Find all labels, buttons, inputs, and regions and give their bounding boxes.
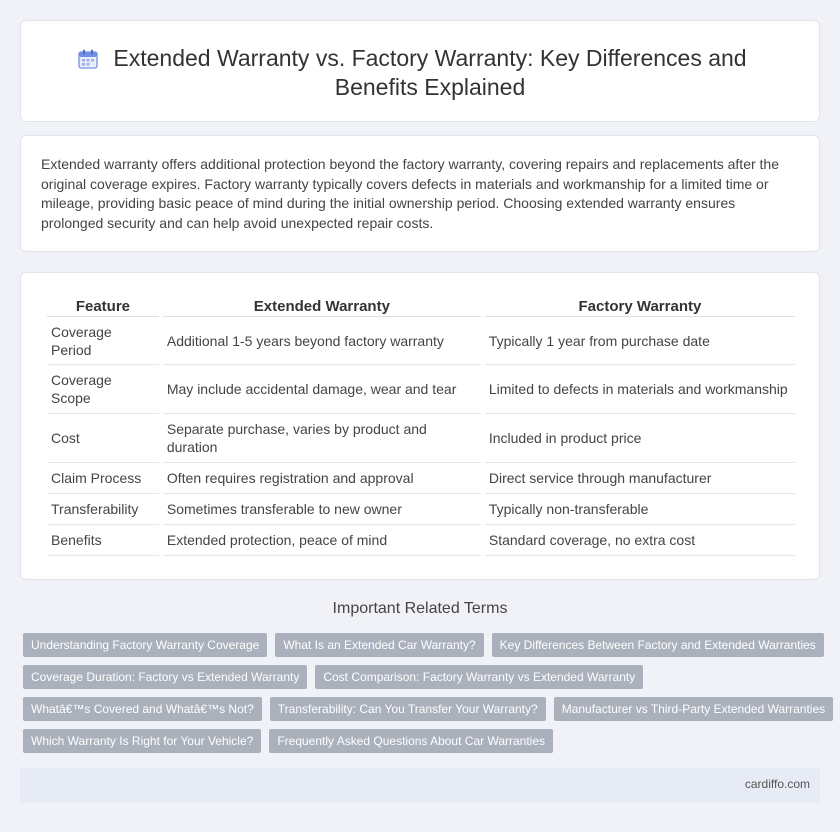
- cell-feature: Transferability: [47, 494, 159, 525]
- header-extended-warranty: Extended Warranty: [163, 295, 481, 317]
- comparison-table: [43, 295, 799, 556]
- related-term-link[interactable]: Which Warranty Is Right for Your Vehicle?: [23, 729, 261, 753]
- related-term-link[interactable]: Coverage Duration: Factory vs Extended Warranty: [23, 665, 307, 689]
- footer: [20, 768, 820, 802]
- cell-feature: Coverage Scope: [47, 365, 159, 414]
- related-term-link[interactable]: Key Differences Between Factory and Extended Warranties: [492, 633, 824, 657]
- cell-factory: Direct service through manufacturer: [485, 463, 795, 494]
- table-row: [47, 494, 795, 525]
- table-header-row: [47, 295, 795, 317]
- cell-factory: Included in product price: [485, 414, 795, 463]
- cell-factory: Typically 1 year from purchase date: [485, 317, 795, 365]
- cell-extended: Separate purchase, varies by product and duration: [163, 414, 481, 463]
- cell-extended: Extended protection, peace of mind: [163, 525, 481, 556]
- table-row: [47, 525, 795, 556]
- related-term-link[interactable]: Transferability: Can You Transfer Your Warranty?: [270, 697, 546, 721]
- cell-extended: Additional 1-5 years beyond factory warranty: [163, 317, 481, 365]
- table-row: [47, 463, 795, 494]
- related-term-link[interactable]: Whatâ€™s Covered and Whatâ€™s Not?: [23, 697, 262, 721]
- header-factory-warranty: Factory Warranty: [485, 295, 795, 317]
- related-term-link[interactable]: Manufacturer vs Third-Party Extended Warranties: [554, 697, 833, 721]
- cell-feature: Benefits: [47, 525, 159, 556]
- cell-factory: Standard coverage, no extra cost: [485, 525, 795, 556]
- tag-row: [23, 633, 823, 657]
- cell-feature: Claim Process: [47, 463, 159, 494]
- related-term-link[interactable]: Cost Comparison: Factory Warranty vs Extended Warranty: [315, 665, 643, 689]
- tag-row: [23, 665, 823, 689]
- cell-extended: Often requires registration and approval: [163, 463, 481, 494]
- footer-site-link[interactable]: cardiffo.com: [744, 777, 810, 791]
- related-term-link[interactable]: Frequently Asked Questions About Car Warranties: [269, 729, 553, 753]
- table-row: [47, 414, 795, 463]
- related-term-link[interactable]: Understanding Factory Warranty Coverage: [23, 633, 267, 657]
- cell-feature: Cost: [47, 414, 159, 463]
- related-term-link[interactable]: What Is an Extended Car Warranty?: [275, 633, 483, 657]
- table-row: [47, 317, 795, 365]
- tag-row: [23, 697, 826, 721]
- header-feature: Feature: [47, 295, 159, 317]
- page-title: Extended Warranty vs. Factory Warranty: Key Differences and Benefits Explained: [113, 45, 747, 100]
- header-card: [20, 20, 820, 122]
- related-terms-title: Important Related Terms: [332, 600, 508, 617]
- intro-paragraph: Extended warranty offers additional protection beyond the factory warranty, covering repairs and replacements after the original coverage expires. Factory warranty typically covers defects in materials and workmanship for a limited time or mileage, providing basic peace of mind during the initial ownership period. Choosing extended warranty ensures prolonged security and can help avoid unexpected repair costs.: [41, 156, 780, 231]
- cell-feature: Coverage Period: [47, 317, 159, 365]
- cell-extended: May include accidental damage, wear and tear: [163, 365, 481, 414]
- cell-factory: Typically non-transferable: [485, 494, 795, 525]
- comparison-card: [20, 272, 820, 580]
- related-terms-list: [23, 633, 826, 761]
- cell-extended: Sometimes transferable to new owner: [163, 494, 481, 525]
- intro-card: [20, 135, 820, 252]
- tag-row: [23, 729, 823, 753]
- table-row: [47, 365, 795, 414]
- cell-factory: Limited to defects in materials and workmanship: [485, 365, 795, 414]
